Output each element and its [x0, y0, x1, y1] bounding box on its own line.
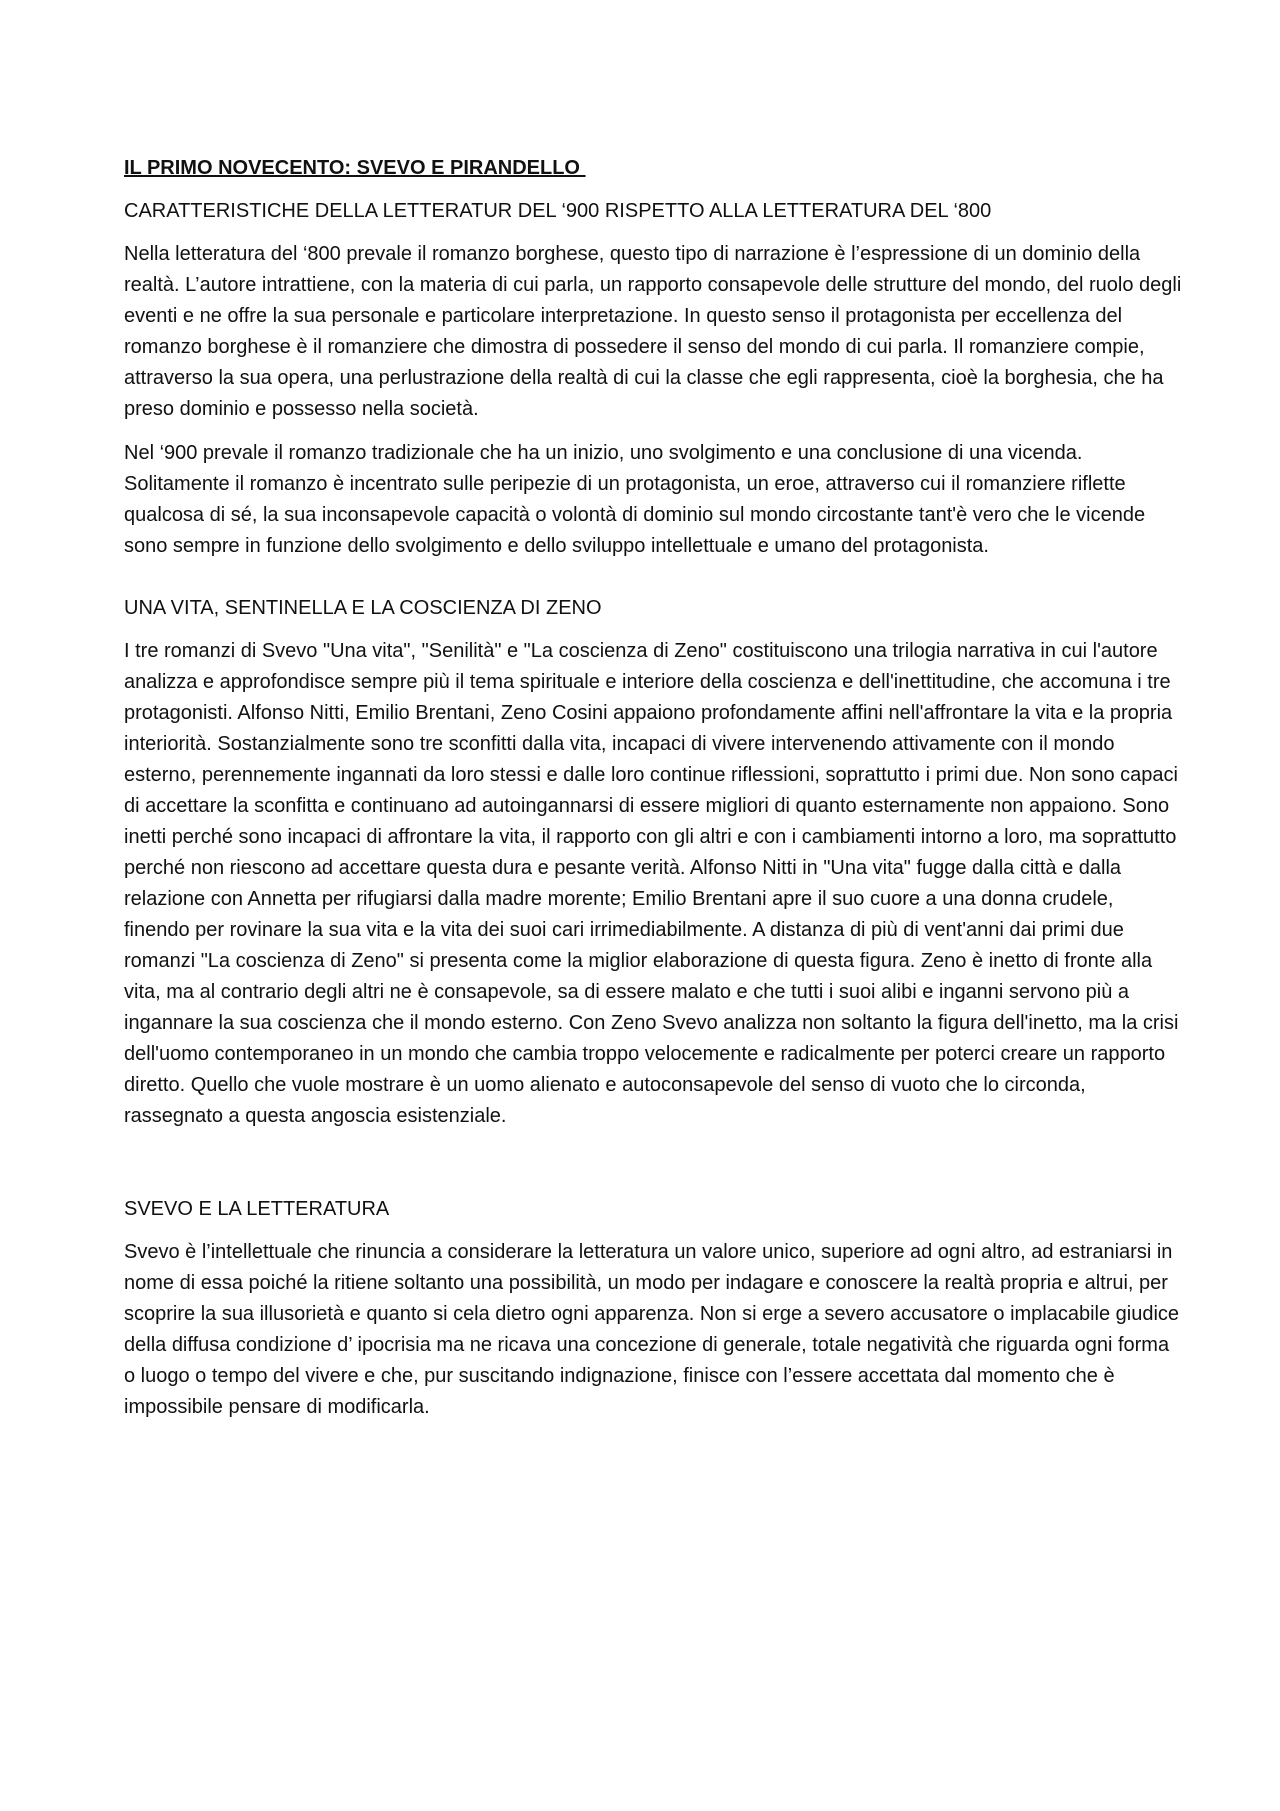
- paragraph: I tre romanzi di Svevo "Una vita", "Senilità" e "La coscienza di Zeno" costituiscono una trilogia narrativa in cui l'autore analizza e approfondisce sempre più il tema spirituale e interiore della coscienza e dell'inettitudine, che accomuna i tre protagonisti. Alfonso Nitti, Emilio Brentani, Zeno Cosini appaiono profondamente affini nell'affrontare la vita e la propria interiorità. Sostanzialmente sono tre sconfitti dalla vita, incapaci di vivere intervenendo attivamente con il mondo esterno, perennemente ingannati da loro stessi e dalle loro continue riflessioni, soprattutto i primi due. Non sono capaci di accettare la sconfitta e continuano ad autoingannarsi di essere migliori di quanto esternamente non appaiono. Sono inetti perché sono incapaci di affrontare la vita, il rapporto con gli altri e con i cambiamenti intorno a loro, ma soprattutto perché non riescono ad accettare questa dura e pesante verità. Alfonso Nitti in "Una vita" fugge dalla città e dalla relazione con Annetta per rifugiarsi dalla madre morente; Emilio Brentani apre il suo cuore a una donna crudele, finendo per rovinare la sua vita e la vita dei suoi cari irrimediabilmente. A distanza di più di vent'anni dai primi due romanzi "La coscienza di Zeno" si presenta come la miglior elaborazione di questa figura. Zeno è inetto di fronte alla vita, ma al contrario degli altri ne è consapevole, sa di essere malato e che tutti i suoi alibi e inganni servono più a ingannare la sua coscienza che il mondo esterno. Con Zeno Svevo analizza non soltanto la figura dell'inetto, ma la crisi dell'uomo contemporaneo in un mondo che cambia troppo velocemente e radicalmente per poterci creare un rapporto diretto. Quello che vuole mostrare è un uomo alienato e autoconsapevole del senso di vuoto che lo circonda, rassegnato a questa angoscia esistenziale.: [124, 640, 1179, 1127]
- document-title: IL PRIMO NOVECENTO: SVEVO E PIRANDELLO: [124, 157, 586, 179]
- section-heading-caratteristiche: CARATTERISTICHE DELLA LETTERATUR DEL ‘900 RISPETTO ALLA LETTERATURA DEL ‘800: [124, 200, 992, 222]
- paragraph: Nella letteratura del ‘800 prevale il romanzo borghese, questo tipo di narrazione è l’espressione di un dominio della realtà. L’autore intrattiene, con la materia di cui parla, un rapporto consapevole delle strutture del mondo, del ruolo degli eventi e ne offre la sua personale e particolare interpretazione. In questo senso il protagonista per eccellenza del romanzo borghese è il romanziere che dimostra di possedere il senso del mondo di cui parla. Il romanziere compie, attraverso la sua opera, una perlustrazione della realtà di cui la classe che egli rappresenta, cioè la borghesia, che ha preso dominio e possesso nella società.: [124, 243, 1182, 420]
- paragraph: Svevo è l’intellettuale che rinuncia a considerare la letteratura un valore unico, superiore ad ogni altro, ad estraniarsi in nome di essa poiché la ritiene soltanto una possibilità, un modo per indagare e conoscere la realtà propria e altrui, per scoprire la sua illusorietà e quanto si cela dietro ogni apparenza. Non si erge a severo accusatore o implacabile giudice della diffusa condizione d’ ipocrisia ma ne ricava una concezione di generale, totale negatività che riguarda ogni forma o luogo o tempo del vivere e che, pur suscitando indignazione, finisce con l’essere accettata dal momento che è impossibile pensare di modificarla.: [124, 1241, 1180, 1418]
- section-heading-una-vita: UNA VITA, SENTINELLA E LA COSCIENZA DI ZENO: [124, 597, 602, 619]
- document-page: [124, 153, 1184, 1423]
- section-heading-svevo-letteratura: SVEVO E LA LETTERATURA: [124, 1198, 390, 1220]
- paragraph: Nel ‘900 prevale il romanzo tradizionale che ha un inizio, uno svolgimento e una conclusione di una vicenda.: [124, 442, 1083, 464]
- section-spacer: [124, 1163, 1184, 1194]
- section-spacer: [124, 1132, 1184, 1163]
- section-spacer: [124, 562, 1184, 593]
- paragraph: Solitamente il romanzo è incentrato sulle peripezie di un protagonista, un eroe, attraverso cui il romanziere riflette qualcosa di sé, la sua inconsapevole capacità o volontà di dominio sul mondo circostante tant'è vero che le vicende sono sempre in funzione dello svolgimento e dello sviluppo intellettuale e umano del protagonista.: [124, 473, 1146, 557]
